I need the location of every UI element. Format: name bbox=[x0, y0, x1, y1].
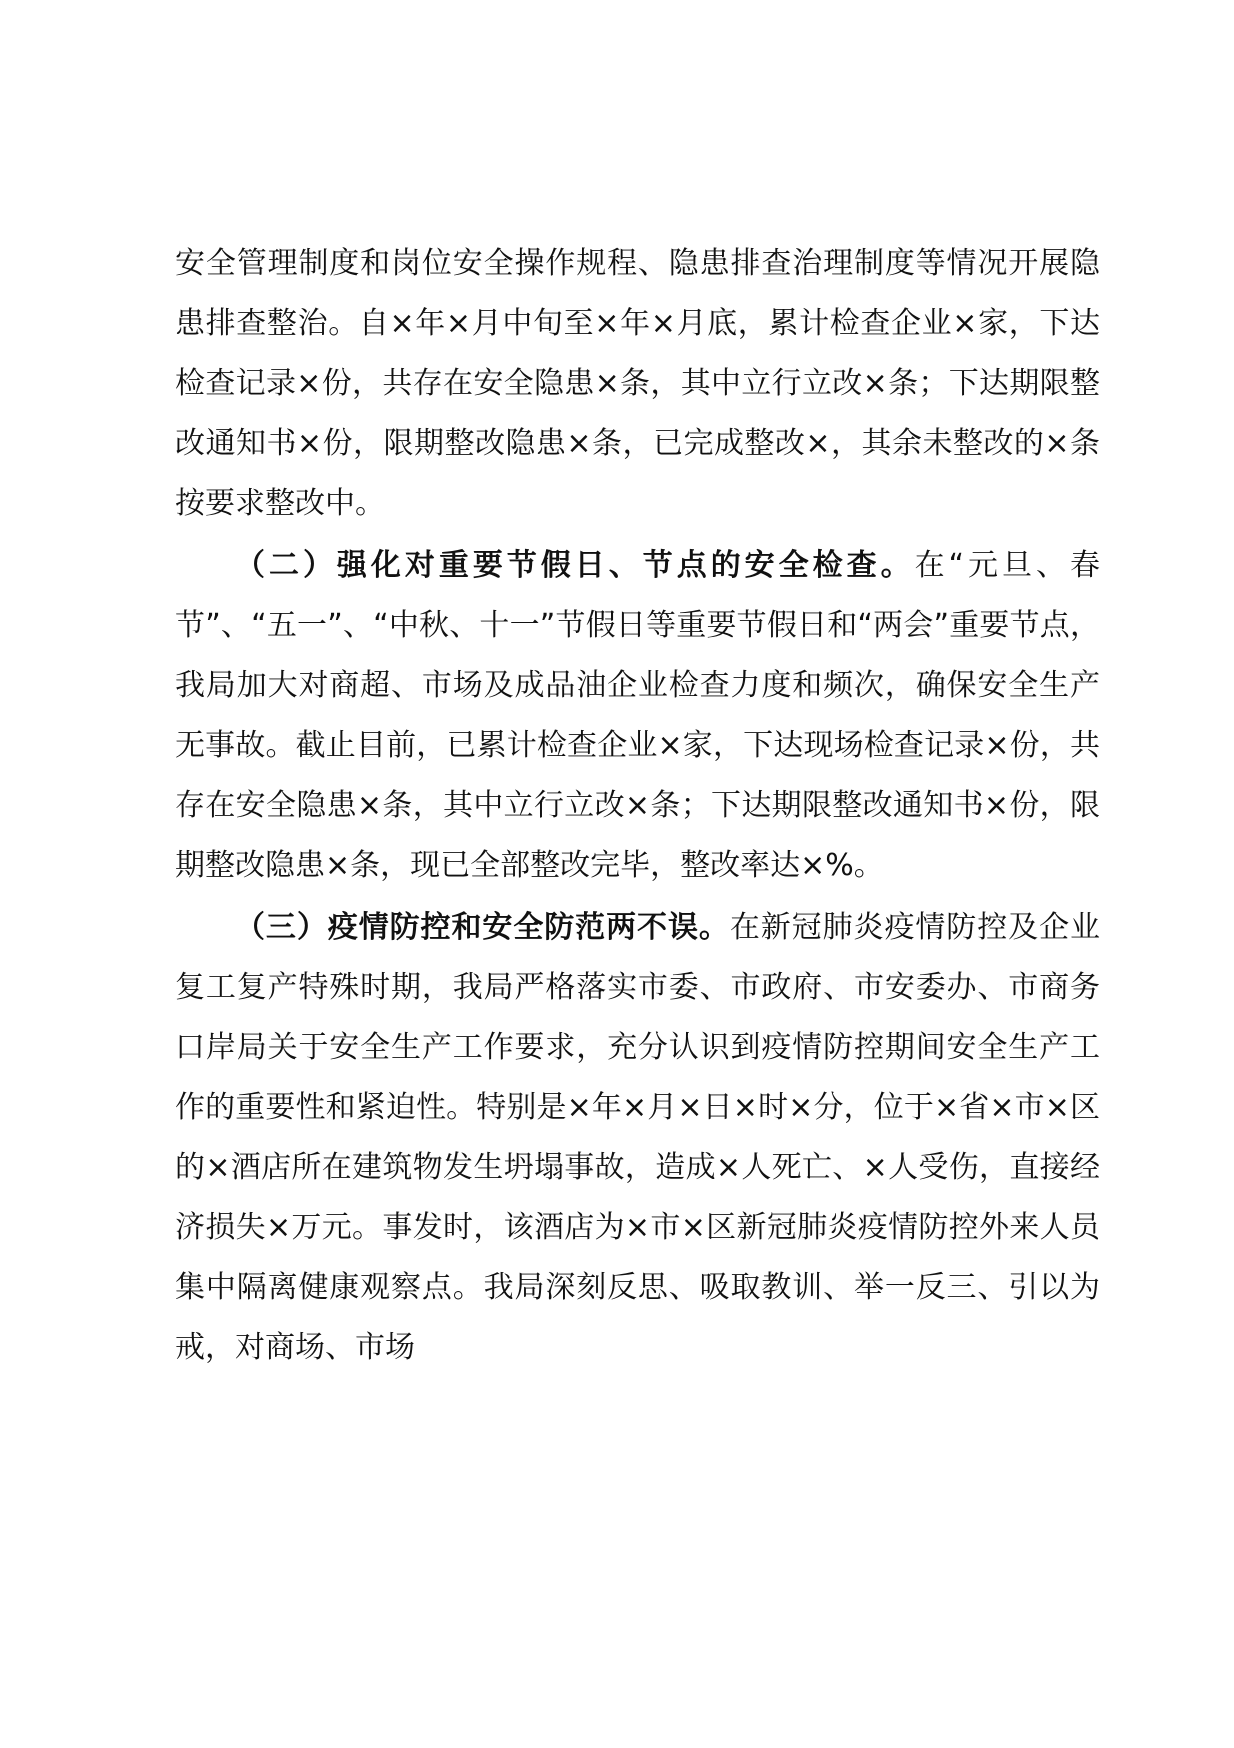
document-page bbox=[175, 234, 1100, 1380]
paragraph-section-3 bbox=[175, 898, 1100, 1378]
section-heading: （三）疫情防控和安全防范两不误。 bbox=[235, 910, 730, 945]
section-heading: （二）强化对重要节假日、节点的安全检查。 bbox=[235, 548, 915, 583]
paragraph-section-2 bbox=[175, 536, 1100, 896]
paragraph-text: 在“元旦、春节”、“五一”、“中秋、十一”节假日等重要节假日和“两会”重要节点，我局加大对商超、市场及成品油企业检查力度和频次，确保安全生产无事故。截止目前，已累计检查企业×家，下达现场检查记录×份，共存在安全隐患×条，其中立行立改×条；下达期限整改通知书×份，限期整改隐患×条，现已全部整改完毕，整改率达×%。 bbox=[175, 548, 1100, 883]
paragraph-continuation bbox=[175, 234, 1100, 534]
paragraph-text: 安全管理制度和岗位安全操作规程、隐患排查治理制度等情况开展隐患排查整治。自×年×月中旬至×年×月底，累计检查企业×家，下达检查记录×份，共存在安全隐患×条，其中立行立改×条；下达期限整改通知书×份，限期整改隐患×条，已完成整改×，其余未整改的×条按要求整改中。 bbox=[175, 246, 1100, 521]
paragraph-text: 在新冠肺炎疫情防控及企业复工复产特殊时期，我局严格落实市委、市政府、市安委办、市商务口岸局关于安全生产工作要求，充分认识到疫情防控期间安全生产工作的重要性和紧迫性。特别是×年×月×日×时×分，位于×省×市×区的×酒店所在建筑物发生坍塌事故，造成×人死亡、×人受伤，直接经济损失×万元。事发时，该酒店为×市×区新冠肺炎疫情防控外来人员集中隔离健康观察点。我局深刻反思、吸取教训、举一反三、引以为戒，对商场、市场 bbox=[175, 910, 1101, 1365]
